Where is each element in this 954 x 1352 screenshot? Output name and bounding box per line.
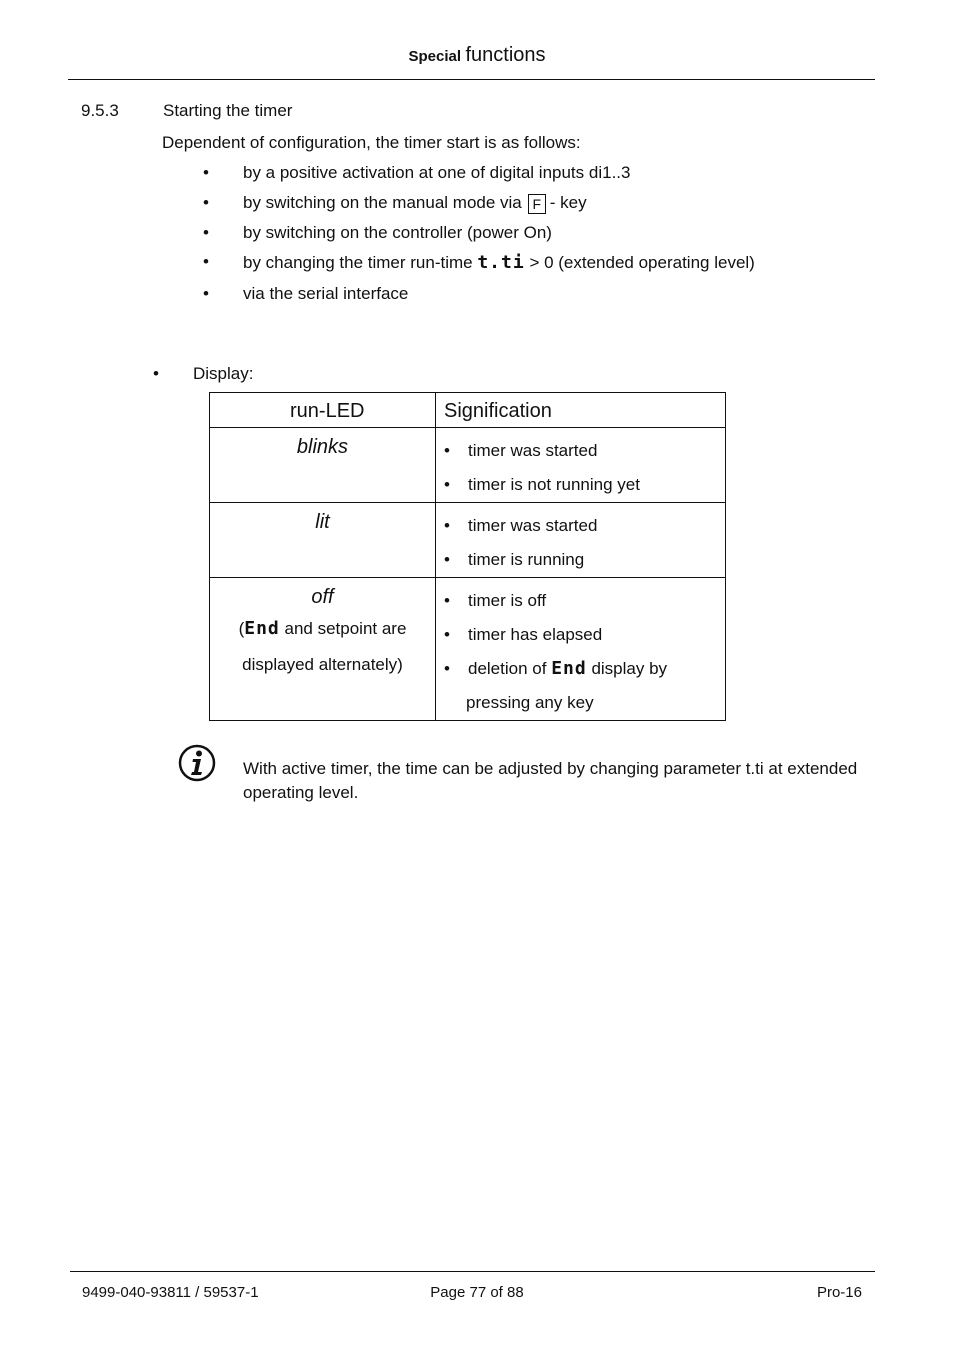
state-label: lit xyxy=(315,511,330,533)
signification-cell xyxy=(436,428,726,503)
table-header-row xyxy=(210,393,726,428)
bullet-icon: • xyxy=(444,659,450,678)
list-item: • timer is off xyxy=(444,584,725,618)
header-title: functions xyxy=(465,44,546,66)
col-header-signification: Signification xyxy=(436,393,726,428)
parameter-code: t.ti xyxy=(477,252,525,273)
list-item: • timer was started xyxy=(444,509,725,543)
list-item: • timer has elapsed xyxy=(444,618,725,652)
list-item-text: by switching on the controller (power On) xyxy=(243,223,552,242)
list-item: • deletion of End display by xyxy=(444,652,725,686)
list-item: • timer was started xyxy=(444,434,725,468)
state-label: blinks xyxy=(296,436,349,458)
list-item: • timer is running xyxy=(444,543,725,577)
bullet-icon: • xyxy=(203,163,209,182)
table-row xyxy=(210,428,726,503)
section-title: Starting the timer xyxy=(163,101,293,120)
list-item-text: via the serial interface xyxy=(243,284,409,303)
b2-post: - key xyxy=(549,193,587,212)
list-item-continuation: pressing any key xyxy=(466,693,594,712)
end-code: End xyxy=(244,618,280,639)
info-note: With active timer, the time can be adjusted by changing parameter t.ti at extended operating level. xyxy=(243,759,858,802)
display-label: Display: xyxy=(193,364,254,383)
intro-text: Dependent of configuration, the timer start is as follows: xyxy=(162,133,581,152)
footer-model: Pro-16 xyxy=(816,1284,862,1301)
b2-pre: by switching on the manual mode via xyxy=(243,193,522,212)
list-item-text: by a positive activation at one of digital inputs di1..3 xyxy=(243,163,631,182)
state-label: off xyxy=(311,586,334,608)
col-header-run-led: run-LED xyxy=(210,393,436,428)
table-row xyxy=(210,578,726,721)
header-rule xyxy=(68,79,875,80)
state-cell xyxy=(210,428,436,503)
state-cell xyxy=(210,578,436,721)
page-header xyxy=(0,44,954,67)
list-item-text xyxy=(243,193,587,214)
bullet-icon: • xyxy=(444,475,450,494)
table-row xyxy=(210,503,726,578)
state-cell xyxy=(210,503,436,578)
bullet-icon: • xyxy=(444,591,450,610)
footer-page-number: Page 77 of 88 xyxy=(430,1284,524,1301)
f-key-icon: F xyxy=(528,194,546,214)
state-note: (End and setpoint are displayed alternately) xyxy=(238,618,407,674)
bullet-icon: • xyxy=(444,516,450,535)
list-item: • timer is not running yet xyxy=(444,468,725,502)
bullet-icon: • xyxy=(153,364,159,383)
bullet-icon: • xyxy=(203,284,209,303)
b4-post: > 0 (extended operating level) xyxy=(529,253,755,272)
b4-pre: by changing the timer run-time xyxy=(243,253,473,272)
info-icon xyxy=(178,744,216,782)
header-bold: Special xyxy=(408,48,461,65)
bullet-icon: • xyxy=(203,223,209,242)
bullet-icon: • xyxy=(444,625,450,644)
bullet-icon: • xyxy=(444,441,450,460)
run-led-table xyxy=(209,392,726,721)
footer-doc-number: 9499-040-93811 / 59537-1 xyxy=(82,1284,259,1301)
bullet-icon: • xyxy=(203,193,209,212)
signification-cell xyxy=(436,578,726,721)
signification-cell xyxy=(436,503,726,578)
bullet-icon: • xyxy=(203,252,209,271)
footer-rule xyxy=(70,1271,875,1272)
section-number: 9.5.3 xyxy=(81,101,119,120)
bullet-icon: • xyxy=(444,550,450,569)
end-code: End xyxy=(551,658,587,679)
list-item-text xyxy=(243,252,755,273)
